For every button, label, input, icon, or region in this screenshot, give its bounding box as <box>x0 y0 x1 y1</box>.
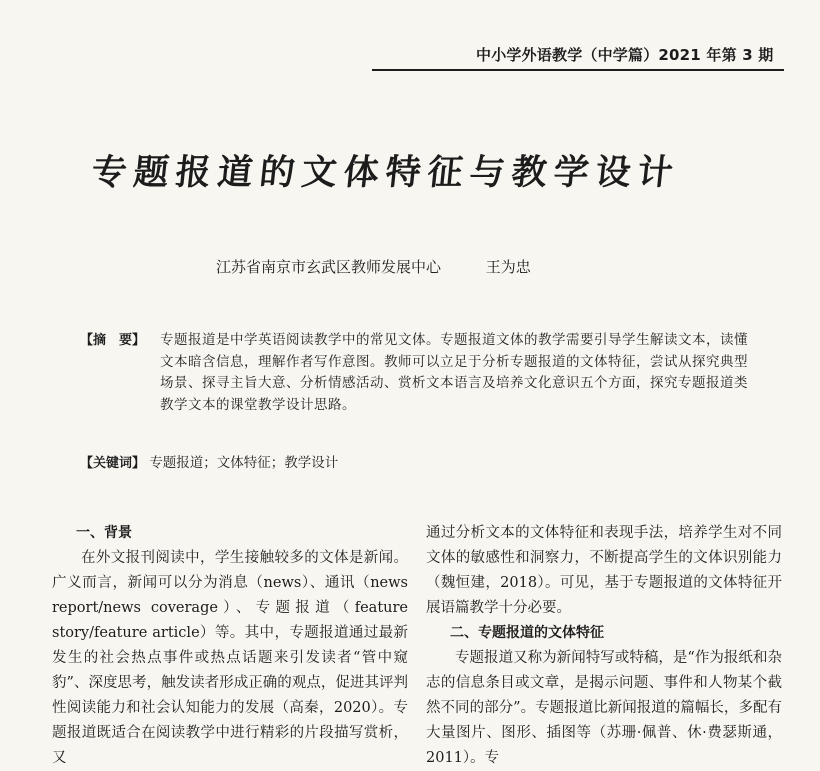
paragraph: 通过分析文本的文体特征和表现手法，培养学生对不同文体的敏感性和洞察力，不断提高学生的文体识别能力（魏恒建，2018）。可见，基于专题报道的文体特征开展语篇教学十分必要。 <box>426 525 782 616</box>
running-head: 中小学外语教学（中学篇）2021 年第 3 期 <box>476 46 774 64</box>
keywords <box>80 453 748 475</box>
section-heading: 二、专题报道的文体特征 <box>450 625 604 641</box>
abstract-text: 专题报道是中学英语阅读教学中的常见文体。专题报道文体的教学需要引导学生解读文本，读懂文本暗含信息，理解作者写作意图。教师可以立足于分析专题报道的文体特征，尝试从探究典型场景、探寻主旨大意、分析情感活动、赏析文本语言及培养文化意识五个方面，探究专题报道类教学文本的课堂教学设计思路。 <box>160 332 748 413</box>
article-title: 专题报道的文体特征与教学设计 <box>89 152 682 193</box>
header-rule <box>372 69 784 71</box>
abstract-label: 【摘 要】 <box>80 333 146 348</box>
abstract <box>80 330 748 416</box>
paragraph: 专题报道又称为新闻特写或特稿，是“作为报纸和杂志的信息条目或文章，是揭示问题、事件和人物某个截然不同的部分”。专题报道比新闻报道的篇幅长，多配有大量图片、图形、插图等（苏珊·佩普、休·费瑟斯通，2011）。专 <box>426 650 782 766</box>
keywords-text: 专题报道；文体特征；教学设计 <box>149 455 339 471</box>
paragraph: 在外文报刊阅读中，学生接触较多的文体是新闻。广义而言，新闻可以分为消息（news）、通讯（news report/news coverage）、专题报道（feature story/feature article）等。其中，专题报道通过最新发生的社会热点事件或热点话题来引发读者“管中窥豹”、深度思考，触发读者形成正确的观点，促进其评判性阅读能力和社会认知能力的发展（高秦，2020）。专题报道既适合在阅读教学中进行精彩的片段描写赏析，又 <box>52 550 408 766</box>
author-name: 王为忠 <box>485 258 531 276</box>
body-left-column <box>52 521 408 771</box>
body-right-column <box>426 521 782 771</box>
author-line <box>216 256 531 277</box>
section-heading: 一、背景 <box>76 525 132 541</box>
affiliation: 江苏省南京市玄武区教师发展中心 <box>216 258 442 276</box>
keywords-label: 【关键词】 <box>80 456 146 471</box>
